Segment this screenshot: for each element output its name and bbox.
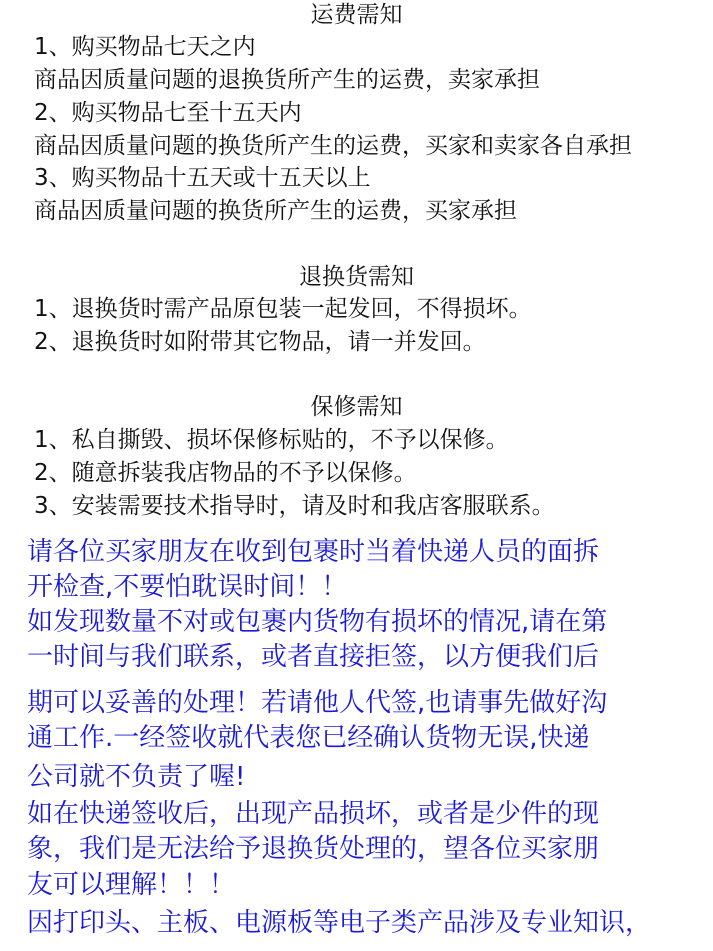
shipping-line-2: 商品因质量问题的退换货所产生的运费，卖家承担 (34, 67, 540, 93)
warranty-line-1: 1、私自撕毁、损坏保修标贴的，不予以保修。 (34, 427, 509, 453)
shipping-line-5: 3、购买物品十五天或十五天以上 (34, 165, 371, 191)
shipping-line-1: 1、购买物品七天之内 (34, 34, 256, 60)
shipping-line-6: 商品因质量问题的换货所产生的运费，买家承担 (34, 198, 517, 224)
notice-line-3: 如发现数量不对或包裹内货物有损坏的情况,请在第 (27, 607, 608, 637)
notice-line-10: 友可以理解！！！ (27, 870, 236, 900)
return-line-2: 2、退换货时如附带其它物品，请一并发回。 (34, 329, 486, 355)
warranty-title: 保修需知 (310, 394, 403, 420)
notice-line-11: 因打印头、主板、电源板等电子类产品涉及专业知识， (27, 908, 652, 938)
warranty-line-3: 3、安装需要技术指导时，请及时和我店客服联系。 (34, 493, 555, 519)
notice-line-9: 象，我们是无法给予退换货处理的，望各位买家朋 (27, 834, 600, 864)
notice-line-4: 一时间与我们联系，或者直接拒签，以方便我们后 (27, 642, 600, 672)
notice-line-8: 如在快递签收后，出现产品损坏，或者是少件的现 (27, 799, 600, 829)
notice-line-6: 通工作.一经签收就代表您已经确认货物无误,快递 (27, 723, 590, 753)
notice-line-5: 期可以妥善的处理！若请他人代签,也请事先做好沟 (27, 688, 608, 718)
notice-line-1: 请各位买家朋友在收到包裹时当着快递人员的面拆 (27, 537, 600, 567)
shipping-line-4: 商品因质量问题的换货所产生的运费，买家和卖家各自承担 (34, 133, 632, 159)
shipping-title: 运费需知 (310, 2, 403, 28)
notice-line-2: 开检查,不要怕耽误时间！！ (27, 572, 348, 602)
return-line-1: 1、退换货时需产品原包装一起发回，不得损坏。 (34, 296, 532, 322)
shipping-line-3: 2、购买物品七至十五天内 (34, 100, 302, 126)
warranty-line-2: 2、随意拆装我店物品的不予以保修。 (34, 460, 417, 486)
notice-line-7: 公司就不负责了喔! (27, 762, 246, 792)
return-title: 退换货需知 (299, 264, 414, 290)
